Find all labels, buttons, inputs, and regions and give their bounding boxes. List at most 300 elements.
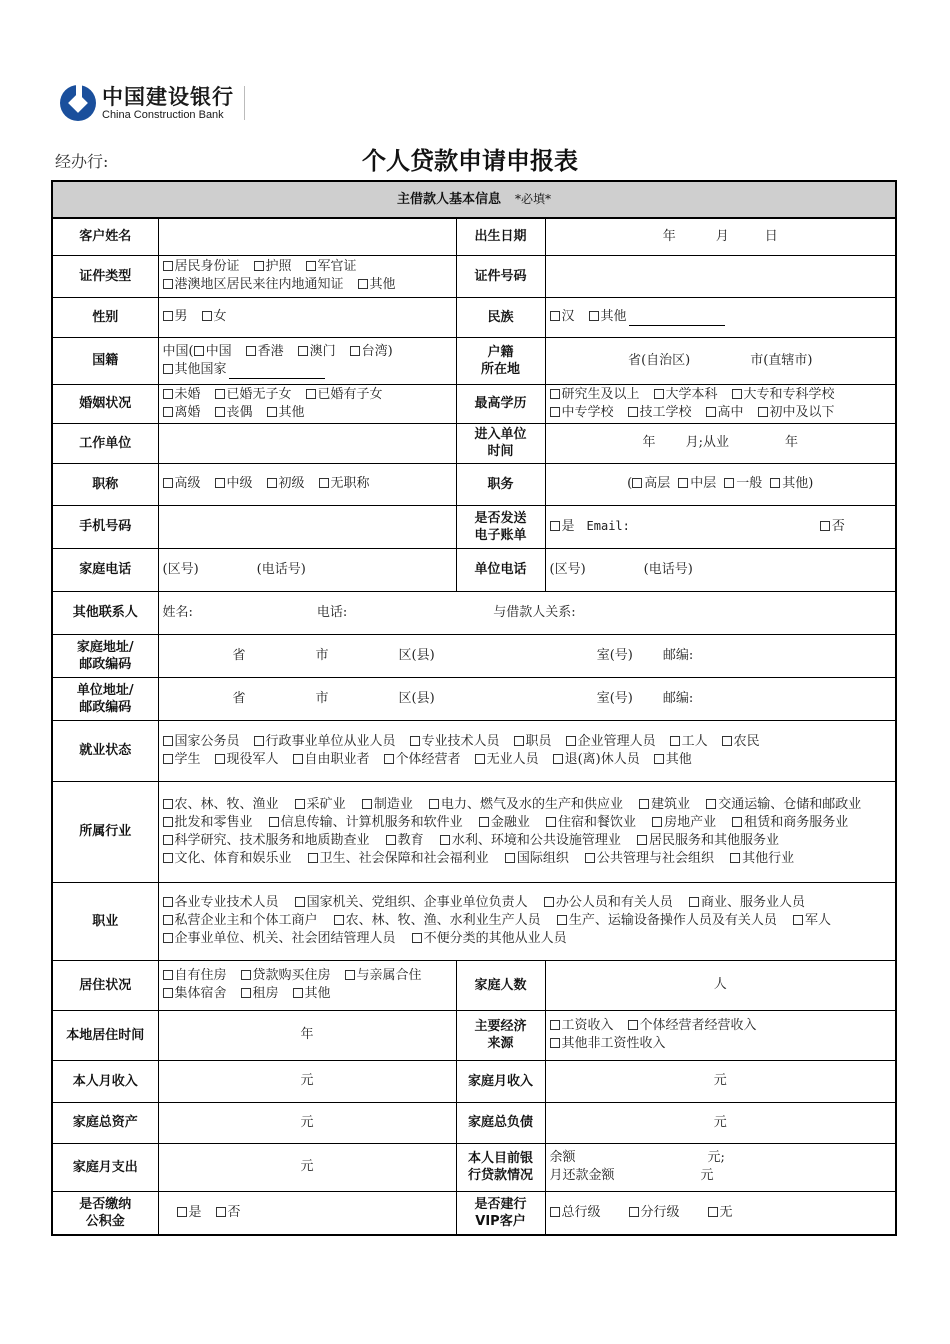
- id-type-option[interactable]: 护照: [254, 258, 292, 276]
- checkbox-icon: [163, 407, 173, 417]
- fund-no[interactable]: 否: [216, 1204, 241, 1222]
- label-employer: 工作单位: [52, 423, 158, 463]
- position-option[interactable]: 中层: [678, 475, 716, 493]
- checkbox-icon: [215, 407, 225, 417]
- name-field[interactable]: [158, 218, 456, 255]
- checkbox-icon: [246, 346, 256, 356]
- logo-chinese-name: 中国建设银行: [102, 84, 234, 109]
- home-zip: 邮编:: [662, 647, 694, 663]
- industry-option[interactable]: 教育: [386, 832, 424, 850]
- checkbox-icon: [163, 364, 173, 374]
- page-title: 个人贷款申请申报表: [362, 147, 578, 175]
- checkbox-icon: [678, 478, 688, 488]
- checkbox-icon: [566, 736, 576, 746]
- nationality-option[interactable]: 其他国家: [163, 361, 227, 379]
- employment-option[interactable]: 学生: [163, 751, 201, 769]
- education-option[interactable]: 大学本科: [654, 386, 718, 404]
- birth-day: 日: [764, 228, 778, 244]
- checkbox-icon: [724, 478, 734, 488]
- income-source-option[interactable]: 其他非工资性收入: [550, 1035, 666, 1053]
- hukou-province: 省(自治区): [628, 352, 691, 368]
- checkbox-icon: [163, 261, 173, 271]
- label-work-address: 单位地址/ 邮政编码: [52, 677, 158, 720]
- birth-field[interactable]: [545, 218, 896, 255]
- checkbox-icon: [550, 1038, 560, 1048]
- checkbox-icon: [306, 389, 316, 399]
- industry-option[interactable]: 住宿和餐饮业: [546, 814, 636, 832]
- label-family-assets: 家庭总资产: [52, 1102, 158, 1143]
- housing-option[interactable]: 集体宿舍: [163, 985, 227, 1003]
- work-phone-number: (电话号): [643, 561, 693, 577]
- industry-option[interactable]: 建筑业: [639, 796, 690, 814]
- family-expense-field[interactable]: [158, 1143, 456, 1191]
- industry-option[interactable]: 科学研究、技术服务和地质勘查业: [163, 832, 370, 850]
- checkbox-icon: [589, 311, 599, 321]
- industry-option[interactable]: 信息传输、计算机服务和软件业: [269, 814, 463, 832]
- checkbox-icon: [730, 853, 740, 863]
- industry-option[interactable]: 公共管理与社会组织: [585, 850, 714, 868]
- gender-options: [158, 297, 456, 337]
- employment-option[interactable]: 职员: [514, 733, 552, 751]
- checkbox-icon: [163, 311, 173, 321]
- industry-option[interactable]: 国际组织: [505, 850, 569, 868]
- checkbox-icon: [215, 389, 225, 399]
- checkbox-icon: [334, 915, 344, 925]
- occupation-options: [158, 882, 896, 960]
- occupation-option[interactable]: 农、林、牧、渔、水利业生产人员: [334, 912, 541, 930]
- checkbox-icon: [163, 915, 173, 925]
- checkbox-icon: [345, 970, 355, 980]
- family-assets-field[interactable]: [158, 1102, 456, 1143]
- monthly-income-field[interactable]: [158, 1060, 456, 1102]
- gender-option[interactable]: 男: [163, 308, 188, 326]
- checkbox-icon: [177, 1207, 187, 1217]
- checkbox-icon: [163, 754, 173, 764]
- industry-option[interactable]: 制造业: [362, 796, 413, 814]
- section-title: 主借款人基本信息: [397, 192, 502, 207]
- loan-balance-unit: 元;: [707, 1150, 725, 1165]
- local-years-unit: 年: [300, 1027, 314, 1042]
- ebill-no[interactable]: 否: [820, 518, 845, 536]
- label-family-size: 家庭人数: [456, 960, 545, 1010]
- checkbox-icon: [429, 799, 439, 809]
- checkbox-icon: [654, 754, 664, 764]
- checkbox-icon: [293, 988, 303, 998]
- work-room: 室(号): [596, 690, 633, 706]
- id-type-option[interactable]: 其他: [358, 276, 396, 294]
- employment-option[interactable]: 自由职业者: [293, 751, 370, 769]
- checkbox-icon: [295, 799, 305, 809]
- ethnic-option[interactable]: 其他: [589, 308, 627, 326]
- logo-english-name: China Construction Bank: [102, 108, 224, 121]
- checkbox-icon: [386, 835, 396, 845]
- checkbox-icon: [550, 407, 560, 417]
- checkbox-icon: [410, 736, 420, 746]
- employment-option[interactable]: 其他: [654, 751, 692, 769]
- position-option[interactable]: 高层: [632, 475, 670, 493]
- employment-option[interactable]: 退(离)休人员: [553, 751, 640, 769]
- family-debt-field[interactable]: [545, 1102, 896, 1143]
- id-type-option[interactable]: 港澳地区居民来往内地通知证: [163, 276, 344, 294]
- employment-option[interactable]: 行政事业单位从业人员: [254, 733, 396, 751]
- label-id-no: 证件号码: [456, 255, 545, 297]
- ebill-options: [545, 505, 896, 548]
- title-rank-option[interactable]: 中级: [215, 475, 253, 493]
- employment-option[interactable]: 无业人员: [475, 751, 539, 769]
- label-ebill: 是否发送 电子账单: [456, 505, 545, 548]
- label-hukou: 户籍 所在地: [456, 337, 545, 384]
- label-family-income: 家庭月收入: [456, 1060, 545, 1102]
- gender-option[interactable]: 女: [202, 308, 227, 326]
- mobile-field[interactable]: [158, 505, 456, 548]
- home-city: 市: [315, 647, 329, 663]
- housing-option[interactable]: 与亲属合住: [345, 967, 422, 985]
- position-option[interactable]: 一般: [724, 475, 762, 493]
- housing-fund-options: [158, 1191, 456, 1235]
- label-birth: 出生日期: [456, 218, 545, 255]
- nationality-china: 中国(: [162, 343, 194, 359]
- section-header: [52, 181, 896, 218]
- industry-option[interactable]: 居民服务和其他服务业: [637, 832, 779, 850]
- nationality-option[interactable]: 台湾): [350, 343, 393, 361]
- housing-option[interactable]: 租房: [241, 985, 279, 1003]
- employment-option[interactable]: 工人: [670, 733, 708, 751]
- checkbox-icon: [514, 736, 524, 746]
- marital-option[interactable]: 已婚无子女: [215, 386, 292, 404]
- checkbox-icon: [163, 897, 173, 907]
- checkbox-icon: [295, 897, 305, 907]
- title-rank-option[interactable]: 初级: [267, 475, 305, 493]
- label-gender: 性别: [52, 297, 158, 337]
- id-no-field[interactable]: [545, 255, 896, 297]
- checkbox-icon: [163, 478, 173, 488]
- industry-option[interactable]: 其他行业: [730, 850, 794, 868]
- label-home-address: 家庭地址/ 邮政编码: [52, 634, 158, 677]
- checkbox-icon: [758, 407, 768, 417]
- checkbox-icon: [163, 970, 173, 980]
- label-occupation: 职业: [52, 882, 158, 960]
- join-time-field[interactable]: [545, 423, 896, 463]
- checkbox-icon: [550, 521, 560, 531]
- industry-option[interactable]: 农、林、牧、渔业: [163, 796, 279, 814]
- label-vip: 是否建行 VIP客户: [456, 1191, 545, 1235]
- education-option[interactable]: 高中: [706, 404, 744, 422]
- label-marital: 婚姻状况: [52, 384, 158, 423]
- checkbox-icon: [550, 1020, 560, 1030]
- checkbox-icon: [298, 346, 308, 356]
- family-assets-unit: 元: [300, 1114, 314, 1130]
- bank-logo: [60, 80, 245, 126]
- label-id-type: 证件类型: [52, 255, 158, 297]
- hukou-city: 市(直辖市): [750, 352, 813, 368]
- label-name: 客户姓名: [52, 218, 158, 255]
- marital-option[interactable]: 丧偶: [215, 404, 253, 422]
- marital-option[interactable]: 离婚: [163, 404, 201, 422]
- family-size-field[interactable]: [545, 960, 896, 1010]
- checkbox-icon: [550, 389, 560, 399]
- title-rank-options: [158, 463, 456, 505]
- monthly-income-unit: 元: [300, 1073, 314, 1088]
- nationality-option[interactable]: 澳门: [298, 343, 336, 361]
- employer-field[interactable]: [158, 423, 456, 463]
- label-housing: 居住状况: [52, 960, 158, 1010]
- checkbox-icon: [654, 389, 664, 399]
- bank-loans-field[interactable]: [545, 1143, 896, 1191]
- home-address-field[interactable]: [158, 634, 896, 677]
- checkbox-icon: [319, 478, 329, 488]
- employment-option[interactable]: 农民: [722, 733, 760, 751]
- checkbox-icon: [306, 261, 316, 271]
- id-type-option[interactable]: 军官证: [306, 258, 357, 276]
- work-phone-area: (区号): [549, 561, 586, 577]
- work-province: 省: [232, 690, 246, 706]
- checkbox-icon: [358, 279, 368, 289]
- label-ethnic: 民族: [456, 297, 545, 337]
- id-type-option[interactable]: 居民身份证: [163, 258, 240, 276]
- education-option[interactable]: 大专和专科学校: [732, 386, 835, 404]
- ethnic-other-blank[interactable]: [629, 314, 725, 326]
- industry-option[interactable]: 交通运输、仓储和邮政业: [706, 796, 861, 814]
- checkbox-icon: [440, 835, 450, 845]
- industry-option[interactable]: 水利、环境和公共设施管理业: [440, 832, 621, 850]
- occupation-option[interactable]: 商业、服务业人员: [689, 894, 805, 912]
- work-address-field[interactable]: [158, 677, 896, 720]
- label-title-rank: 职称: [52, 463, 158, 505]
- occupation-option[interactable]: 各业专业技术人员: [163, 894, 279, 912]
- industry-option[interactable]: 文化、体育和娱乐业: [163, 850, 292, 868]
- industry-option[interactable]: 电力、燃气及水的生产和供应业: [429, 796, 623, 814]
- logo-divider: [244, 86, 245, 120]
- checkbox-icon: [770, 478, 780, 488]
- checkbox-icon: [585, 853, 595, 863]
- nationality-options: [158, 337, 456, 384]
- home-room: 室(号): [596, 647, 633, 663]
- home-phone-number: (电话号): [256, 561, 306, 577]
- education-options: [545, 384, 896, 423]
- industry-option[interactable]: 批发和零售业: [163, 814, 253, 832]
- ccb-logo-icon: [60, 83, 96, 123]
- checkbox-icon: [350, 346, 360, 356]
- income-source-options: [545, 1010, 896, 1060]
- employment-option[interactable]: 专业技术人员: [410, 733, 500, 751]
- employment-option[interactable]: 企业管理人员: [566, 733, 656, 751]
- checkbox-icon: [163, 736, 173, 746]
- hukou-field[interactable]: [545, 337, 896, 384]
- checkbox-icon: [637, 835, 647, 845]
- industry-options: [158, 781, 896, 882]
- join-year: 年: [642, 435, 656, 450]
- home-phone-field[interactable]: [158, 548, 456, 591]
- contact-name: 姓名:: [162, 604, 193, 620]
- loan-balance: 余额: [549, 1150, 576, 1165]
- title-rank-option[interactable]: 高级: [163, 475, 201, 493]
- nationality-option[interactable]: 香港: [246, 343, 284, 361]
- employment-option[interactable]: 个体经营者: [384, 751, 461, 769]
- label-family-debt: 家庭总负债: [456, 1102, 545, 1143]
- occupation-option[interactable]: 国家机关、党组织、企事业单位负责人: [295, 894, 528, 912]
- checkbox-icon: [163, 835, 173, 845]
- income-source-option[interactable]: 工资收入: [550, 1017, 614, 1035]
- birth-year: 年: [662, 228, 676, 244]
- marital-option[interactable]: 其他: [267, 404, 305, 422]
- local-years-field[interactable]: [158, 1010, 456, 1060]
- marital-option[interactable]: 已婚有子女: [306, 386, 383, 404]
- title-rank-option[interactable]: 无职称: [319, 475, 370, 493]
- checkbox-icon: [670, 736, 680, 746]
- family-expense-unit: 元: [300, 1159, 314, 1174]
- checkbox-icon: [163, 389, 173, 399]
- label-family-expense: 家庭月支出: [52, 1143, 158, 1191]
- checkbox-icon: [708, 1207, 718, 1217]
- checkbox-icon: [706, 407, 716, 417]
- fund-yes[interactable]: 是: [177, 1204, 202, 1222]
- home-phone-area: (区号): [162, 561, 199, 577]
- family-size-unit: 人: [713, 977, 727, 992]
- work-years: 年: [784, 435, 798, 450]
- industry-option[interactable]: 房地产业: [652, 814, 716, 832]
- label-mobile: 手机号码: [52, 505, 158, 548]
- birth-month: 月: [715, 228, 729, 244]
- income-source-option[interactable]: 个体经营者经营收入: [628, 1017, 757, 1035]
- occupation-option[interactable]: 生产、运输设备操作人员及有关人员: [557, 912, 777, 930]
- monthly-repayment-unit: 元: [700, 1168, 714, 1183]
- checkbox-icon: [254, 736, 264, 746]
- checkbox-icon: [163, 988, 173, 998]
- checkbox-icon: [689, 897, 699, 907]
- vip-option[interactable]: 无: [708, 1204, 733, 1222]
- join-month: 月;从业: [685, 435, 729, 450]
- industry-option[interactable]: 采矿业: [295, 796, 346, 814]
- label-industry: 所属行业: [52, 781, 158, 882]
- occupation-option[interactable]: 不便分类的其他从业人员: [412, 930, 567, 948]
- position-option[interactable]: 其他): [770, 475, 813, 493]
- checkbox-icon: [163, 933, 173, 943]
- employment-option[interactable]: 国家公务员: [163, 733, 240, 751]
- label-join-time: 进入单位 时间: [456, 423, 545, 463]
- label-nationality: 国籍: [52, 337, 158, 384]
- checkbox-icon: [163, 817, 173, 827]
- nationality-option[interactable]: 中国: [194, 343, 232, 361]
- work-phone-field[interactable]: [545, 548, 896, 591]
- checkbox-icon: [308, 853, 318, 863]
- vip-options: [545, 1191, 896, 1235]
- checkbox-icon: [241, 970, 251, 980]
- label-work-phone: 单位电话: [456, 548, 545, 591]
- checkbox-icon: [546, 817, 556, 827]
- label-housing-fund: 是否缴纳 公积金: [52, 1191, 158, 1235]
- monthly-repayment: 月还款金额: [549, 1168, 615, 1183]
- checkbox-icon: [215, 754, 225, 764]
- branch-label: 经办行:: [55, 152, 109, 171]
- marital-options: [158, 384, 456, 423]
- checkbox-icon: [293, 754, 303, 764]
- checkbox-icon: [475, 754, 485, 764]
- industry-option[interactable]: 金融业: [479, 814, 530, 832]
- checkbox-icon: [544, 897, 554, 907]
- label-contact: 其他联系人: [52, 591, 158, 634]
- home-province: 省: [232, 647, 246, 663]
- checkbox-icon: [732, 389, 742, 399]
- checkbox-icon: [628, 1020, 638, 1030]
- marital-option[interactable]: 未婚: [163, 386, 201, 404]
- housing-options: [158, 960, 456, 1010]
- checkbox-icon: [732, 817, 742, 827]
- education-option[interactable]: 技工学校: [628, 404, 692, 422]
- checkbox-icon: [267, 407, 277, 417]
- checkbox-icon: [553, 754, 563, 764]
- loan-application-form: [51, 180, 897, 1236]
- home-district: 区(县): [398, 647, 435, 663]
- work-zip: 邮编:: [662, 690, 694, 706]
- education-option[interactable]: 研究生及以上: [550, 386, 640, 404]
- occupation-option[interactable]: 办公人员和有关人员: [544, 894, 673, 912]
- label-education: 最高学历: [456, 384, 545, 423]
- checkbox-icon: [550, 311, 560, 321]
- checkbox-icon: [163, 799, 173, 809]
- checkbox-icon: [479, 817, 489, 827]
- ethnic-option[interactable]: 汉: [550, 308, 575, 326]
- checkbox-icon: [241, 988, 251, 998]
- employment-options: [158, 720, 896, 781]
- ebill-email-label: Email:: [586, 519, 630, 533]
- checkbox-icon: [163, 279, 173, 289]
- housing-option[interactable]: 自有住房: [163, 967, 227, 985]
- label-monthly-income: 本人月收入: [52, 1060, 158, 1102]
- education-option[interactable]: 初中及以下: [758, 404, 835, 422]
- vip-option[interactable]: 分行级: [629, 1204, 680, 1222]
- checkbox-icon: [652, 817, 662, 827]
- family-income-unit: 元: [713, 1073, 727, 1088]
- label-income-source: 主要经济 来源: [456, 1010, 545, 1060]
- nationality-other-blank[interactable]: [229, 367, 325, 379]
- family-income-field[interactable]: [545, 1060, 896, 1102]
- checkbox-icon: [557, 915, 567, 925]
- education-option[interactable]: 中专学校: [550, 404, 614, 422]
- checkbox-icon: [820, 521, 830, 531]
- work-city: 市: [315, 690, 329, 706]
- industry-option[interactable]: 租赁和商务服务业: [732, 814, 848, 832]
- housing-option[interactable]: 贷款购买住房: [241, 967, 331, 985]
- contact-field[interactable]: [158, 591, 896, 634]
- occupation-option[interactable]: 军人: [793, 912, 831, 930]
- position-options: ( 高层 中层 一般 其他): [545, 463, 896, 505]
- checkbox-icon: [269, 817, 279, 827]
- checkbox-icon: [202, 311, 212, 321]
- ethnic-options: [545, 297, 896, 337]
- occupation-option[interactable]: 企事业单位、机关、社会团结管理人员: [163, 930, 396, 948]
- industry-option[interactable]: 卫生、社会保障和社会福利业: [308, 850, 489, 868]
- employment-option[interactable]: 现役军人: [215, 751, 279, 769]
- checkbox-icon: [639, 799, 649, 809]
- checkbox-icon: [384, 754, 394, 764]
- label-home-phone: 家庭电话: [52, 548, 158, 591]
- housing-option[interactable]: 其他: [293, 985, 331, 1003]
- checkbox-icon: [505, 853, 515, 863]
- checkbox-icon: [629, 1207, 639, 1217]
- checkbox-icon: [362, 799, 372, 809]
- checkbox-icon: [216, 1207, 226, 1217]
- required-note: *必填*: [515, 192, 552, 206]
- ebill-yes[interactable]: 是: [550, 518, 575, 536]
- label-employment: 就业状态: [52, 720, 158, 781]
- vip-option[interactable]: 总行级: [550, 1204, 601, 1222]
- checkbox-icon: [215, 478, 225, 488]
- occupation-option[interactable]: 私营企业主和个体工商户: [163, 912, 318, 930]
- checkbox-icon: [550, 1207, 560, 1217]
- checkbox-icon: [628, 407, 638, 417]
- contact-phone: 电话:: [316, 604, 348, 620]
- checkbox-icon: [706, 799, 716, 809]
